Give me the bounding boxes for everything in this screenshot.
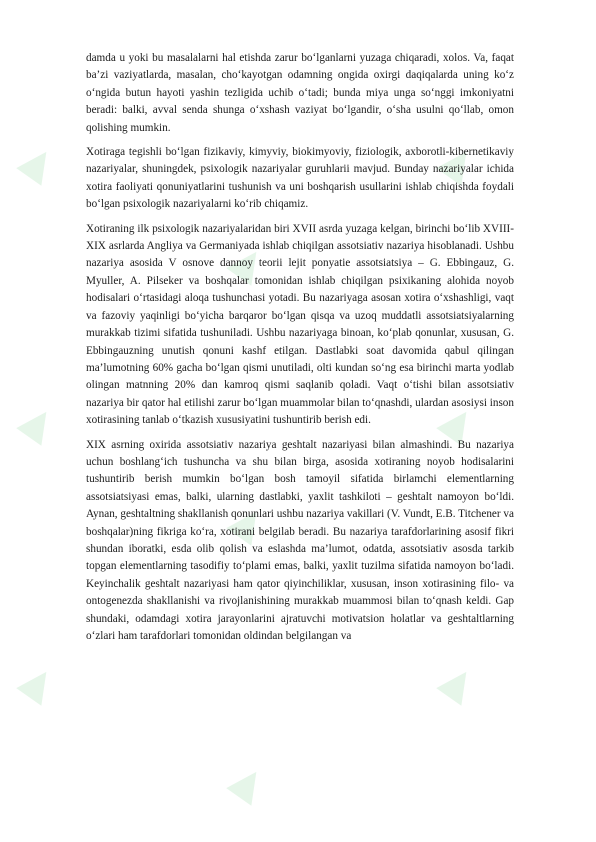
- watermark-mark: ▶: [8, 657, 63, 709]
- watermark-mark: ▶: [428, 137, 483, 189]
- paragraph: Xotiraning ilk psixologik nazariyalaridan biri XVII asrda yuzaga kelgan, birinchi bo‘lib XVIII-XIX asrlarda Angliya va Germaniyada ishlab chiqilgan assotsiativ nazariya hisoblanadi. Ushbu nazariya asosida V osnove dannoy teorii lejit ponyatie assotsiatsiya – G. Ebbingauz, G. Myuller, A. Pilseker va boshqalar tomonidan ishlab chiqilgan psixikaning alohida noyob hodisalari o‘rtasidagi aloqa tushunchasi yotadi. Bu nazariyaga asosan xotira o‘xshashligi, vaqt va fazoviy yaqinligi bo‘yicha barqaror bo‘lgan qisqa va uzoq muddatli assotsiatsiyalarning murakkab tizimi sifatida tushuniladi. Ushbu nazariyaga binoan, ko‘plab qonunlar, xususan, G. Ebbingauzning unutish qonuni kashf etilgan. Dastlabki soat davomida qabul qilingan ma’lumotning 60% gacha bo‘lgan qismi unutiladi, olti kundan so‘ng esa birinchi marta yodlab olingan matnning 20% dan kamroq qismi saqlanib qoladi. Vaqt o‘tishi bilan assotsiativ nazariya bir qator hal etilishi zarur bo‘lgan muammolar bilan to‘qnashdi, ulardan asosiysi inson xotirasining tanlab o‘tkazish xususiyatini tushuntirib berish edi.: [86, 222, 514, 427]
- document-body: [86, 50, 514, 652]
- watermark-mark: ▶: [218, 497, 273, 549]
- watermark-mark: ▶: [428, 657, 483, 709]
- paragraph: Xotiraga tegishli bo‘lgan fizikaviy, kimyviy, biokimyoviy, fiziologik, axborotli-kibernetikaviy nazariyalar, shuningdek, psixologik nazariyalar guruhlarii mavjud. Bunday nazariyalar ichida xotira faoliyati qonuniyatlarini tushunish va uni boshqarish usullarini ishlab chiqishda foydali bo‘lgan psixologik nazariyalarni ko‘rib chiqamiz.: [86, 146, 514, 211]
- paragraph: XIX asrning oxirida assotsiativ nazariya geshtalt nazariyasi bilan almashindi. Bu nazariya uchun boshlang‘ich tushuncha va shu bilan birga, asosida xotiraning noyob hodisalarini tushuntirib berish mumkin bo‘lgan bosh tamoyil sifatida birlamchi elementlarning assotsiatsiyasi emas, balki, ularning dastlabki, yaxlit tashkiloti – geshtalt namoyon bo‘ldi. Aynan, geshtaltning shakllanish qonunlari ushbu nazariya vakillari (V. Vundt, E.B. Titchener va boshqalar)ning fikriga ko‘ra, xotirani belgilab beradi. Bu nazariya tarafdorlarining asosif fikri shundan iboratki, esda olib qolish va eslashda ma’lumot, odatda, assotsiativ asosda tarkib topgan elementlarning tasodifiy to‘plami emas, balki, yaxlit tuzilma sifatida namoyon bo‘ladi. Keyinchalik geshtalt nazariyasi ham qator qiyinchiliklar, xususan, inson xotirasining filo- va ontogenezda shakllanishi va rivojlanishining murakkab muammosi bilan to‘qnash keldi. Gap shundaki, odamdagi xotira jarayonlarini ajratuvchi motivatsion holatlar va geshtaltlarning o‘zlari ham tarafdorlari tomonidan oldindan belgilangan va: [86, 438, 514, 642]
- watermark-mark: ▶: [218, 237, 273, 289]
- watermark-mark: ▶: [218, 757, 273, 809]
- watermark-mark: ▶: [8, 137, 63, 189]
- paragraph: damda u yoki bu masalalarni hal etishda zarur bo‘lganlarni yuzaga chiqaradi, xolos. Va, faqat ba’zi vaziyatlarda, masalan, cho‘kayotgan odamning ongida oxirgi daqiqalarda uning ko‘z o‘ngida butun hayoti yashin tezligida uchib o‘tadi; bunda miya unga so‘nggi imkoniyatni beradi: balki, avval senda shunga o‘xshash vaziyat bo‘lgandir, o‘sha usulni qo‘llab, omon qolishing mumkin.: [86, 52, 514, 134]
- watermark-mark: ▶: [8, 397, 63, 449]
- watermark-mark: ▶: [428, 397, 483, 449]
